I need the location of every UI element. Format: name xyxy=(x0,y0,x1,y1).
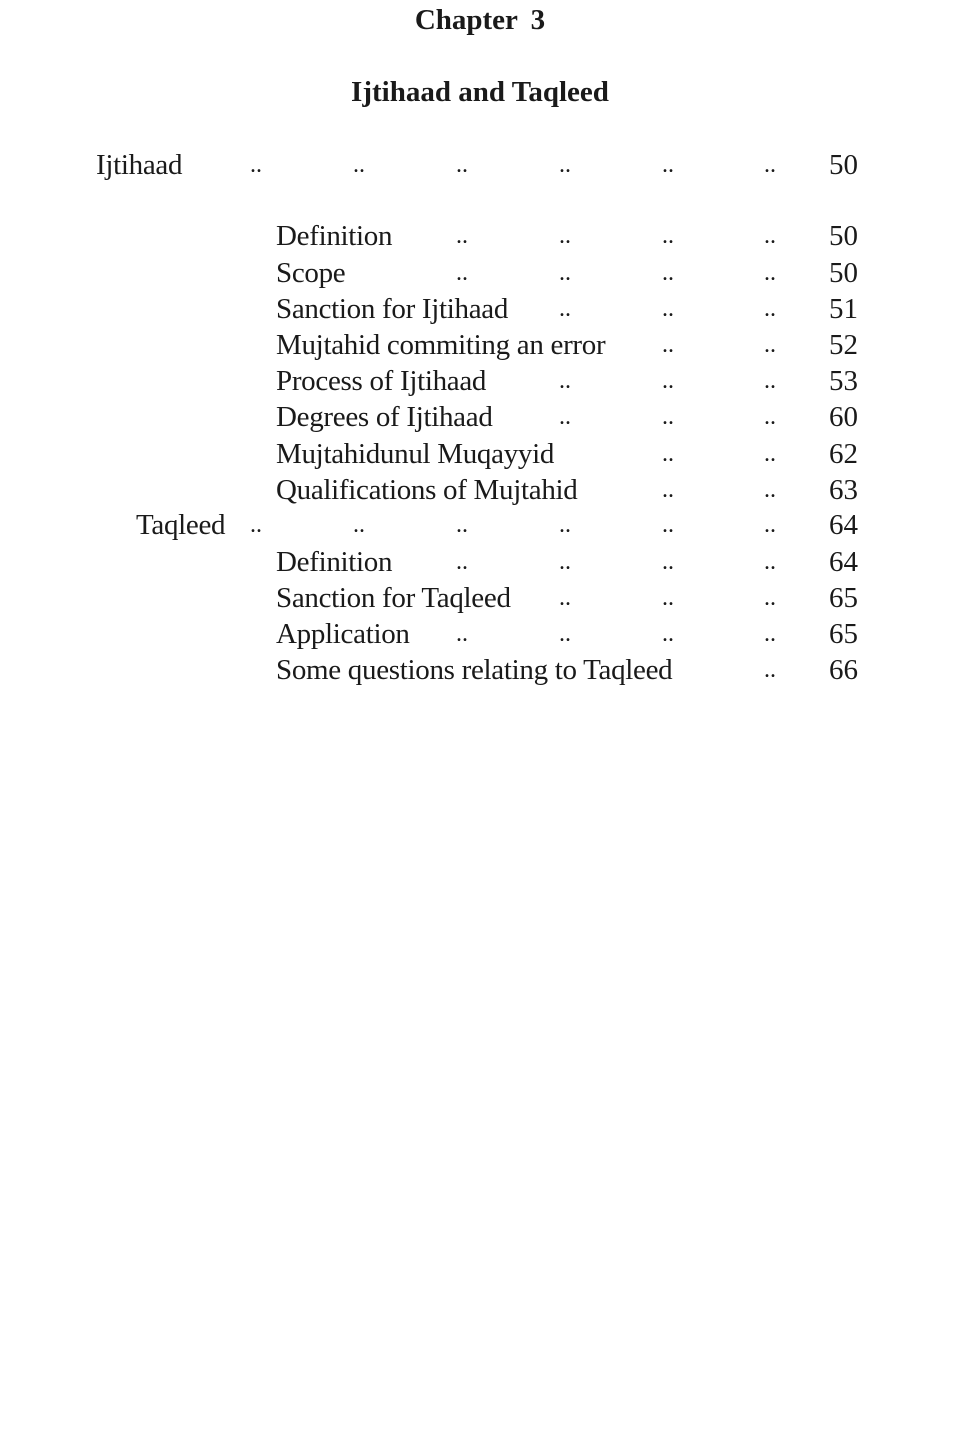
toc-leader-dots: .. xyxy=(353,512,365,538)
toc-entry-label: Definition xyxy=(276,546,393,578)
toc-leader-dots: .. xyxy=(764,585,776,611)
toc-entry-label: Application xyxy=(276,618,410,650)
toc-leader-dots: .. xyxy=(559,368,571,394)
toc-page-number: 65 xyxy=(829,582,858,614)
toc-leader-dots: .. xyxy=(559,621,571,647)
toc-entry-label: Process of Ijtihaad xyxy=(276,365,487,397)
toc-leader-dots: .. xyxy=(456,549,468,575)
toc-leader-dots: .. xyxy=(662,477,674,503)
toc-leader-dots: .. xyxy=(764,296,776,322)
toc-entry-label: Sanction for Taqleed xyxy=(276,582,511,614)
toc-entry-label: Ijtihaad xyxy=(96,149,183,181)
toc-leader-dots: .. xyxy=(662,512,674,538)
toc-leader-dots: .. xyxy=(456,152,468,178)
toc-leader-dots: .. xyxy=(559,549,571,575)
toc-leader-dots: .. xyxy=(662,368,674,394)
toc-leader-dots: .. xyxy=(559,404,571,430)
toc-leader-dots: .. xyxy=(559,512,571,538)
toc-subentry xyxy=(0,652,960,688)
chapter-heading: Chapter 3 xyxy=(414,4,546,36)
toc-entry-label: Mujtahidunul Muqayyid xyxy=(276,438,555,470)
toc-leader-dots: .. xyxy=(662,152,674,178)
toc-leader-dots: .. xyxy=(764,441,776,467)
toc-entry-taqleed xyxy=(0,507,960,543)
toc-page-number: 53 xyxy=(829,365,858,397)
toc-leader-dots: .. xyxy=(764,368,776,394)
toc-leader-dots: .. xyxy=(662,441,674,467)
toc-page-number: 51 xyxy=(829,293,858,325)
toc-leader-dots: .. xyxy=(764,512,776,538)
toc-leader-dots: .. xyxy=(764,621,776,647)
toc-entry-label: Definition xyxy=(276,220,393,252)
toc-leader-dots: .. xyxy=(662,260,674,286)
toc-leader-dots: .. xyxy=(662,332,674,358)
toc-subentry xyxy=(0,580,960,616)
toc-entry-label: Some questions relating to Taqleed xyxy=(276,654,673,686)
toc-leader-dots: .. xyxy=(764,260,776,286)
toc-leader-dots: .. xyxy=(764,477,776,503)
toc-subentry xyxy=(0,218,960,254)
toc-page-number: 50 xyxy=(829,257,858,289)
toc-entry-label: Sanction for Ijtihaad xyxy=(276,293,509,325)
toc-leader-dots: .. xyxy=(764,152,776,178)
toc-leader-dots: .. xyxy=(559,585,571,611)
toc-page-number: 64 xyxy=(829,509,858,541)
chapter-title: Ijtihaad and Taqleed xyxy=(351,76,609,108)
toc-subentry xyxy=(0,327,960,363)
toc-leader-dots: .. xyxy=(559,260,571,286)
toc-leader-dots: .. xyxy=(764,657,776,683)
toc-subentry xyxy=(0,291,960,327)
toc-leader-dots: .. xyxy=(662,585,674,611)
toc-leader-dots: .. xyxy=(764,223,776,249)
toc-page-number: 52 xyxy=(829,329,858,361)
toc-leader-dots: .. xyxy=(662,223,674,249)
toc-page-number: 65 xyxy=(829,618,858,650)
toc-page-number: 63 xyxy=(829,474,858,506)
toc-subentry xyxy=(0,436,960,472)
toc-page-number: 60 xyxy=(829,401,858,433)
toc-leader-dots: .. xyxy=(353,152,365,178)
toc-entry-ijtihaad xyxy=(0,147,960,183)
toc-subentry xyxy=(0,616,960,652)
toc-entry-label: Qualifications of Mujtahid xyxy=(276,474,578,506)
toc-page-number: 50 xyxy=(829,220,858,252)
toc-leader-dots: .. xyxy=(662,549,674,575)
toc-subentry xyxy=(0,472,960,508)
toc-leader-dots: .. xyxy=(456,621,468,647)
toc-leader-dots: .. xyxy=(456,512,468,538)
toc-page-number: 62 xyxy=(829,438,858,470)
toc-leader-dots: .. xyxy=(764,549,776,575)
toc-leader-dots: .. xyxy=(559,296,571,322)
toc-subentry xyxy=(0,363,960,399)
toc-entry-label: Mujtahid commiting an error xyxy=(276,329,606,361)
toc-page-number: 64 xyxy=(829,546,858,578)
toc-leader-dots: .. xyxy=(250,152,262,178)
toc-leader-dots: .. xyxy=(764,404,776,430)
toc-subentry xyxy=(0,255,960,291)
toc-entry-label: Degrees of Ijtihaad xyxy=(276,401,493,433)
toc-page-number: 50 xyxy=(829,149,858,181)
toc-leader-dots: .. xyxy=(250,512,262,538)
toc-leader-dots: .. xyxy=(662,296,674,322)
toc-subentry xyxy=(0,399,960,435)
toc-subentry xyxy=(0,544,960,580)
toc-leader-dots: .. xyxy=(662,404,674,430)
toc-leader-dots: .. xyxy=(559,152,571,178)
toc-leader-dots: .. xyxy=(456,260,468,286)
toc-leader-dots: .. xyxy=(559,223,571,249)
toc-leader-dots: .. xyxy=(764,332,776,358)
toc-leader-dots: .. xyxy=(456,223,468,249)
toc-leader-dots: .. xyxy=(662,621,674,647)
toc-page-number: 66 xyxy=(829,654,858,686)
toc-entry-label: Taqleed xyxy=(136,509,226,541)
toc-entry-label: Scope xyxy=(276,257,346,289)
